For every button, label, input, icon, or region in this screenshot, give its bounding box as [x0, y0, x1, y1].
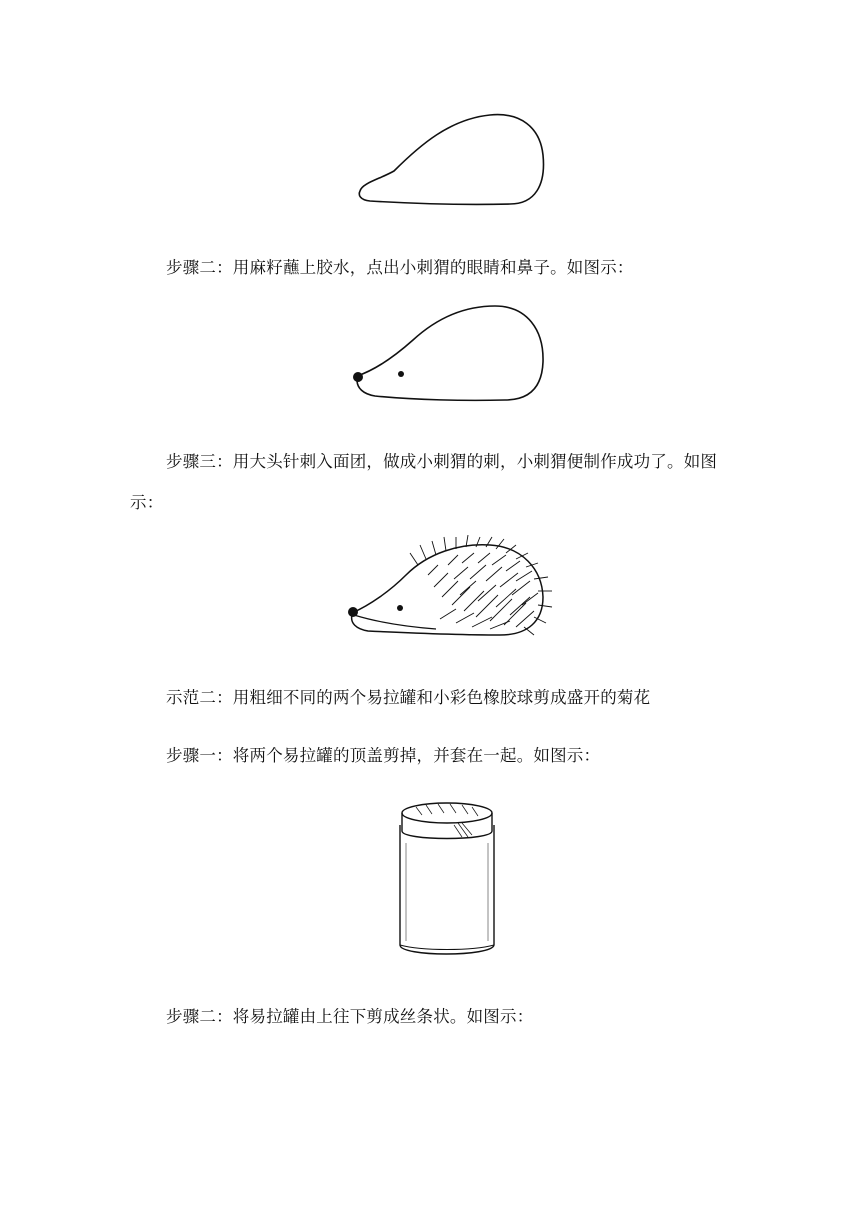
nested-cans-figure — [392, 795, 507, 965]
hedgehog-eye-dot — [398, 371, 404, 377]
hedgehog-spines-icon — [340, 535, 555, 645]
nested-cans-icon — [392, 795, 507, 965]
hedgehog-nose-dot — [348, 607, 358, 617]
dough-shape-figure — [350, 105, 550, 215]
step1-can-text: 步骤一：将两个易拉罐的顶盖剪掉，并套在一起。如图示： — [166, 746, 601, 765]
step2-can-text: 步骤二：将易拉罐由上往下剪成丝条状。如图示： — [166, 1007, 534, 1026]
demo2-title-text: 示范二：用粗细不同的两个易拉罐和小彩色橡胶球剪成盛开的菊花 — [166, 688, 651, 707]
hedgehog-spines-figure — [340, 535, 555, 645]
hedgehog-nose-dot — [353, 372, 363, 382]
teardrop-dough-icon — [350, 105, 550, 215]
hedgehog-eye-dot — [397, 605, 403, 611]
hedgehog-face-icon — [345, 300, 550, 405]
step2-hedgehog-text: 步骤二：用麻籽蘸上胶水，点出小刺猬的眼睛和鼻子。如图示： — [166, 258, 634, 277]
step3-hedgehog-text-line2: 示： — [130, 493, 164, 512]
step3-hedgehog-text-line1: 步骤三：用大头针刺入面团，做成小刺猬的刺，小刺猬便制作成功了。如图 — [166, 452, 718, 471]
hedgehog-face-figure — [345, 300, 550, 405]
